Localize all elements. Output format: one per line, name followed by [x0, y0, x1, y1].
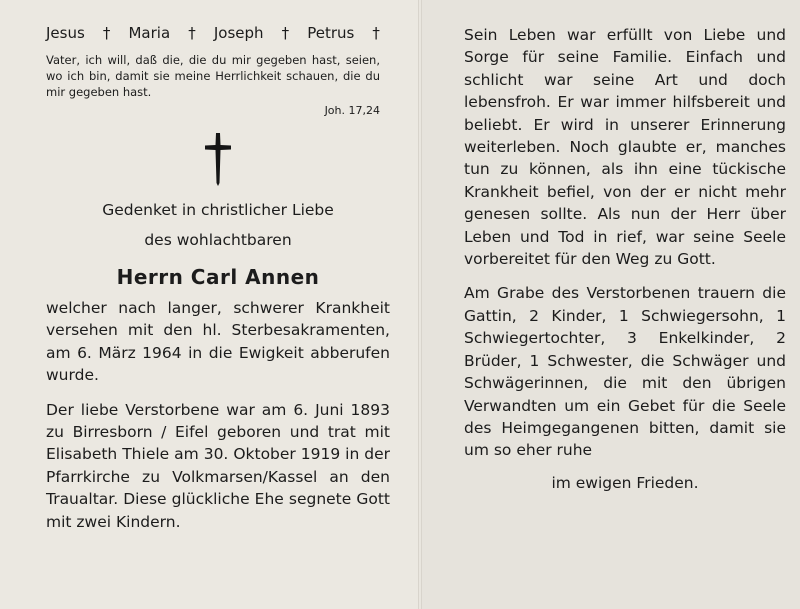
- card-fold: [418, 0, 422, 609]
- bible-quote: Vater, ich will, daß die, die du mir gegeben hast, seien, wo ich bin, damit sie meine Herrlichkeit schauen, die du mir gegeben hast.: [46, 53, 380, 99]
- name-joseph: Joseph: [213, 24, 264, 42]
- deceased-name: Herrn Carl Annen: [116, 265, 320, 289]
- life-paragraph: Sein Leben war erfüllt von Liebe und Sorge für seine Familie. Einfach und schlicht war seine Art und doch lebensfroh. Er war immer hilfsbereit und beliebt. Er wird in unserer Erinnerung weiterleben. Noch glaubte er, manches tun zu können, als ihn eine tückische Krankheit befiel, von der er nicht mehr genesen sollte. Als nun der Herr über Leben und Tod in rief, war seine Seele vorbereitet für den Weg zu Gott.: [464, 26, 786, 269]
- biography-paragraph: Der liebe Verstorbene war am 6. Juni 1893 zu Birresborn / Eifel geboren und trat mit Elisabeth Thiele am 30. Oktober 1919 in der Pfarrkirche zu Volkmarsen/Kassel an den Traualtar. Diese glückliche Ehe segnete Gott mit zwei Kindern.: [46, 400, 390, 531]
- mourners-paragraph: Am Grabe des Verstorbenen trauern die Gattin, 2 Kinder, 1 Schwiegersohn, 1 Schwiegertochter, 3 Enkelkinder, 2 Brüder, 1 Schwester, die Schwäger und Schwägerinnen, die mit den übrigen Verwandten um ein Gebet für die Seele des Heimgegangenen bitten, damit sie um so eher ruhe: [464, 284, 786, 460]
- cross-icon: [198, 131, 238, 187]
- right-panel: [420, 0, 800, 609]
- bible-reference: Joh. 17,24: [324, 104, 380, 117]
- cross-small-icon: †: [281, 24, 290, 42]
- cross-small-icon: †: [188, 24, 196, 42]
- intro-line-2: des wohlachtbaren: [144, 231, 292, 249]
- name-jesus: Jesus: [46, 24, 85, 42]
- closing-line: im ewigen Frieden.: [551, 473, 699, 492]
- name-maria: Maria: [128, 24, 171, 42]
- death-paragraph: welcher nach langer, schwerer Krankheit versehen mit den hl. Sterbesakramenten, am 6. März 1964 in die Ewigkeit abberufen wurde.: [46, 299, 390, 385]
- name-petrus: Petrus: [307, 24, 355, 42]
- cross-small-icon: †: [372, 24, 380, 42]
- intro-line-1: Gedenket in christlicher Liebe: [102, 201, 334, 219]
- holy-names-line: [46, 24, 380, 42]
- cross-small-icon: †: [102, 24, 111, 42]
